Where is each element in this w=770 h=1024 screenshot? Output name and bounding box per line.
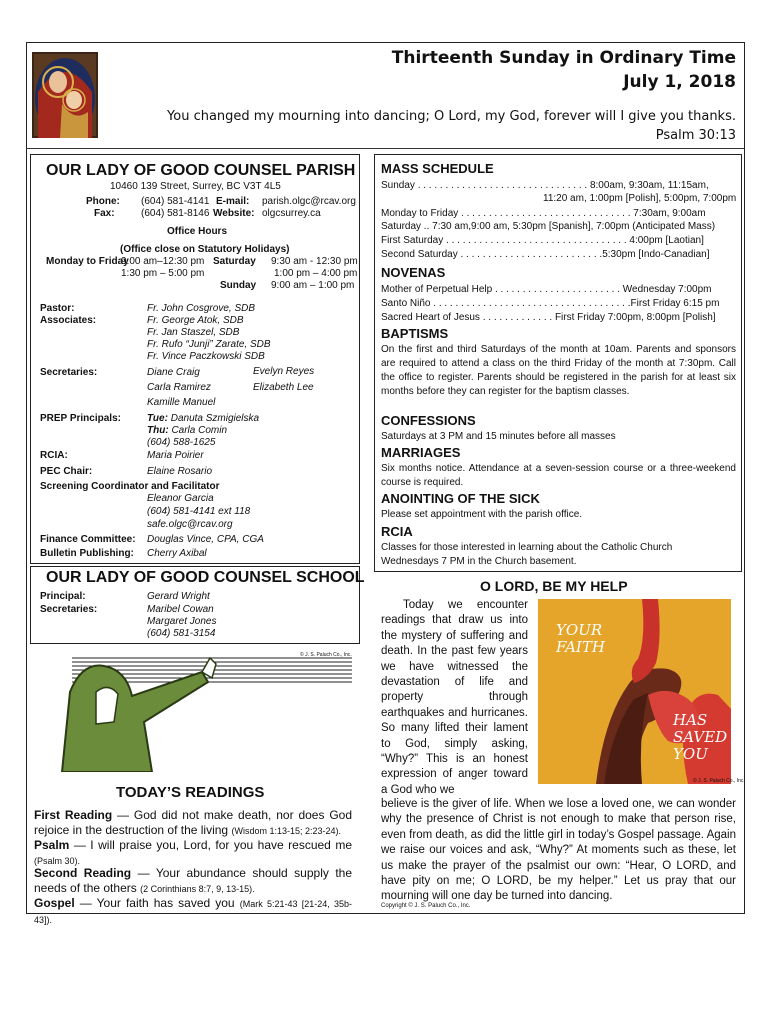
rcia-title: RCIA (381, 524, 413, 539)
screening-phone: (604) 581-4141 ext 118 (147, 506, 251, 517)
pec-label: PEC Chair: (40, 466, 93, 477)
art-text-bottom: HAS SAVED YOU (673, 711, 728, 763)
hours-time-sunday: 9:00 am – 1:00 pm (271, 280, 355, 291)
secretary-name: Elizabeth Lee (253, 382, 314, 393)
hours-day-saturday: Saturday (213, 256, 256, 267)
marriages-title: MARRIAGES (381, 445, 461, 460)
secretary-name: Kamille Manuel (147, 397, 216, 408)
hours-time-weekday-pm: 1:30 pm – 5:00 pm (121, 268, 205, 279)
school-secretaries-label: Secretaries: (40, 604, 98, 615)
baptisms-title: BAPTISMS (381, 326, 449, 341)
art-credit: © J. S. Paluch Co., Inc. (693, 778, 745, 784)
finance-label: Finance Committee: (40, 534, 136, 545)
prep-phone: (604) 588-1625 (147, 437, 216, 448)
secretary-name: Carla Ramirez (147, 382, 211, 393)
prep-tue-label: Tue: (147, 413, 168, 424)
header-divider (26, 148, 744, 149)
psalm-label: Psalm (34, 838, 70, 852)
prep-tuesday (147, 413, 259, 426)
anointing-text: Please set appointment with the parish office. (381, 509, 583, 520)
phone-label: Phone: (86, 196, 120, 207)
bulletin-label: Bulletin Publishing: (40, 548, 134, 559)
clipart-credit: © J. S. Paluch Co., Inc. (300, 652, 352, 658)
first-reading-label: First Reading (34, 808, 113, 822)
rcia-name: Maria Poirier (147, 450, 204, 461)
pastor-name: Fr. John Cosgrove, SDB (147, 303, 256, 314)
prep-thu-name: Carla Comin (171, 425, 228, 436)
website-label: Website: (213, 208, 255, 219)
screening-name: Eleanor Garcia (147, 493, 214, 504)
second-reading-label: Second Reading (34, 866, 132, 880)
secretary-name: Diane Craig (147, 367, 200, 378)
anointing-title: ANOINTING OF THE SICK (381, 491, 540, 506)
parish-address: 10460 139 Street, Surrey, BC V3T 4L5 (110, 181, 281, 192)
screening-label: Screening Coordinator and Facilitator (40, 481, 220, 492)
rcia-text: Classes for those interested in learning about the Catholic Church Wednesdays 7 PM in the Church basement. (381, 542, 673, 567)
hours-day-weekday: Monday to Friday (46, 256, 129, 267)
gospel-text: — Your faith has saved you (74, 896, 240, 910)
mass-schedule-title: MASS SCHEDULE (381, 161, 494, 176)
novena-line: Santo Niño . . . . . . . . . . . . . . . . . . . . . . . . . . . . . . . . . . . .First Friday 6:15 pm (381, 298, 720, 309)
marriages-text: Six months notice. Attendance at a seven-session course or a three-weekend course is required. (381, 463, 736, 488)
first-reading-text: — God did not make death, nor does God rejoice in the destruction of the living (34, 808, 352, 837)
pastor-label: Pastor: (40, 303, 75, 314)
first-reading-ref: (Wisdom 1:13-15; 2:23-24). (231, 826, 341, 836)
psalm (34, 838, 352, 869)
email-address: parish.olgc@rcav.org (262, 196, 356, 207)
associate-name: Fr. Jan Staszel, SDB (147, 327, 240, 338)
principal-name: Gerard Wright (147, 591, 210, 602)
associate-name: Fr. George Atok, SDB (147, 315, 244, 326)
fax-label: Fax: (94, 208, 115, 219)
gospel-label: Gospel (34, 896, 75, 910)
second-reading-ref: (2 Corinthians 8:7, 9, 13-15). (140, 884, 255, 894)
office-hours-title: Office Hours (167, 226, 228, 237)
mass-line: 11:20 am, 1:00pm [Polish], 5:00pm, 7:00pm (543, 193, 737, 204)
novenas-title: NOVENAS (381, 265, 446, 280)
hours-time-weekday-am: 9:00 am–12:30 pm (121, 256, 205, 267)
gospel (34, 896, 352, 928)
prep-thursday (147, 425, 227, 438)
finance-name: Douglas Vince, CPA, CGA (147, 534, 264, 545)
preacher-clipart (52, 652, 352, 772)
hours-time-saturday-am: 9:30 am - 12:30 pm (271, 256, 358, 267)
readings-title: TODAY’S READINGS (116, 784, 265, 801)
associate-name: Fr. Vince Paczkowski SDB (147, 351, 265, 362)
prep-thu-label: Thu: (147, 425, 169, 436)
confessions-title: CONFESSIONS (381, 413, 476, 428)
reflection-title: O LORD, BE MY HELP (480, 578, 628, 594)
mass-line: Saturday .. 7:30 am,9:00 am, 5:30pm [Spanish], 7:00pm (Anticipated Mass) (381, 221, 716, 232)
mass-line: First Saturday . . . . . . . . . . . . . . . . . . . . . . . . . . . . . . . . . 4:00pm [Laotian] (381, 235, 704, 246)
associates-label: Associates: (40, 315, 97, 326)
phone-number: (604) 581-4141 (141, 196, 210, 207)
mass-line: Second Saturday . . . . . . . . . . . . . . . . . . . . . . . . . .5:30pm [Indo-Canadian] (381, 249, 710, 260)
school-name: OUR LADY OF GOOD COUNSEL SCHOOL (46, 569, 365, 586)
confessions-text: Saturdays at 3 PM and 15 minutes before all masses (381, 431, 616, 442)
reflection-text-wide: believe is the giver of life. When we lose a loved one, we can wonder why the presence of Christ is not enough to make that person rise, even from death, as did the little girl in today’s Gospel passage. Again we raise our voices and ask, “Why?” At moments such as these, let us make the prayer of the psalmist our own: “Hear, O LORD, and have pity on me; O LORD, be my helper.” Let us pray that our mourning will one day be turned into dancing. (381, 798, 736, 903)
bulletin-date: July 1, 2018 (623, 72, 736, 92)
pec-name: Elaine Rosario (147, 466, 213, 477)
bulletin-name: Cherry Axibal (147, 548, 207, 559)
second-reading (34, 866, 352, 897)
psalm-text: — I will praise you, Lord, for you have rescued me (69, 838, 352, 852)
secretary-name: Evelyn Reyes (253, 366, 315, 377)
mass-line: Monday to Friday . . . . . . . . . . . . . . . . . . . . . . . . . . . . . . . 7:30am, 9:00am (381, 208, 706, 219)
school-phone: (604) 581-3154 (147, 628, 216, 639)
rcia-label: RCIA: (40, 450, 68, 461)
website-url: olgcsurrey.ca (262, 208, 321, 219)
prep-label: PREP Principals: (40, 413, 121, 424)
mass-line: Sunday . . . . . . . . . . . . . . . . . . . . . . . . . . . . . . . 8:00am, 9:30am, 11:15am, (381, 180, 709, 191)
school-secretary: Maribel Cowan (147, 604, 214, 615)
art-text-top: YOUR FAITH (556, 621, 605, 656)
second-reading-text: — Your abundance should supply the needs of the others (34, 866, 353, 895)
reflection-text-narrow: Today we encounter readings that draw us into the mystery of suffering and death. In the past few years we have witnessed the devastation of life and property through earthquakes and hurricanes. So many lifted their lament to God, simply asking, “Why?” This is an honest expression of anger toward a God who we (381, 599, 528, 796)
secretaries-label: Secretaries: (40, 367, 98, 378)
hours-day-sunday: Sunday (220, 280, 257, 291)
first-reading (34, 808, 352, 839)
associate-name: Fr. Rufo “Junji” Zarate, SDB (147, 339, 271, 350)
psalm-ref: (Psalm 30). (34, 856, 81, 866)
verse-reference: Psalm 30:13 (655, 128, 736, 143)
novena-line: Mother of Perpetual Help . . . . . . . . . . . . . . . . . . . . . . . Wednesday 7:00pm (381, 284, 712, 295)
prep-tue-name: Danuta Szmigielska (170, 413, 260, 424)
fax-number: (604) 581-8146 (141, 208, 210, 219)
parish-name: OUR LADY OF GOOD COUNSEL PARISH (46, 162, 356, 179)
screening-email: safe.olgc@rcav.org (147, 519, 233, 530)
principal-label: Principal: (40, 591, 86, 602)
liturgical-title: Thirteenth Sunday in Ordinary Time (391, 48, 736, 68)
email-label: E-mail: (216, 196, 250, 207)
verse-text: You changed my mourning into dancing; O Lord, my God, forever will I give you thanks. (167, 109, 736, 124)
school-secretary: Margaret Jones (147, 616, 217, 627)
madonna-image (32, 52, 98, 138)
baptisms-text: On the first and third Saturdays of the month at 10am. Parents and sponsors are required to attend a class on the third Friday of the month at 7:30pm. Call the office to register. Parents should be registered in the parish for at least six months before they can register for the baptism classes. (381, 344, 736, 397)
hours-time-saturday-pm: 1:00 pm – 4:00 pm (274, 268, 358, 279)
reflection-copyright: Copyright © J. S. Paluch Co., Inc. (381, 903, 471, 909)
novena-line: Sacred Heart of Jesus . . . . . . . . . . . . . First Friday 7:00pm, 8:00pm [Polish] (381, 312, 716, 323)
gospel-ref: (Mark 5:21-43 [21-24, 35b-43]). (34, 899, 353, 925)
office-hours-note: (Office close on Statutory Holidays) (120, 244, 290, 255)
